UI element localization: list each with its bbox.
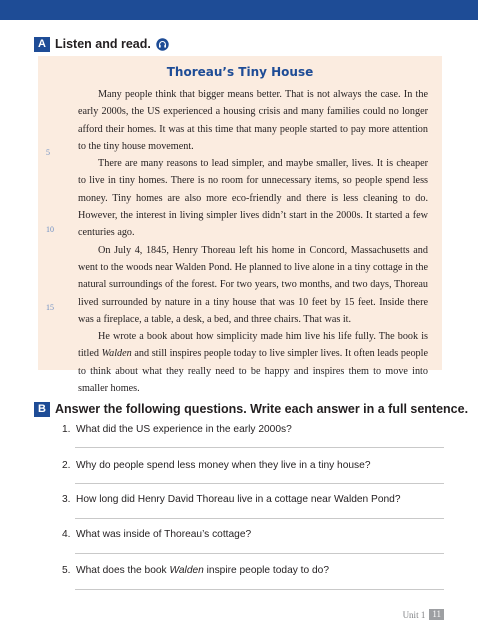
question-number: 2. [62, 460, 71, 471]
question-3 [62, 494, 401, 505]
paragraph-4-text-before: He wrote a book about how simplicity made him live his life fully. The book is titled [78, 331, 428, 360]
reading-passage-box [38, 56, 442, 395]
audio-icon[interactable] [156, 38, 169, 51]
question-text [76, 565, 329, 576]
section-a-instruction: Listen and read. [55, 37, 151, 51]
reading-passage [78, 86, 428, 397]
section-b-instruction: Answer the following questions. Write each answer in a full sentence. [55, 402, 469, 416]
answer-line-2[interactable] [75, 483, 444, 484]
question-number: 3. [62, 494, 71, 505]
paragraph-2: There are many reasons to lead simpler, and maybe smaller, lives. It is cheaper to live in tiny homes. There is no room for unnecessary items, so people spend less money. Tiny homes are also more eco-friendly and there is less cleaning to do. However, the interest in living simpler lives didn’t start in the 2000s. It started a few centuries ago. [78, 158, 428, 239]
answer-line-3[interactable] [75, 518, 444, 519]
book-title-walden: Walden [169, 565, 204, 576]
paragraph-4-text-after: and still inspires people today to live simpler lives. It often leads people to think about what they really need to be happy and inspires them to move into smaller homes. [78, 348, 429, 395]
question-5-text-after: inspire people today to do? [203, 565, 329, 576]
page-number: 11 [429, 609, 444, 620]
section-a-header [34, 36, 169, 52]
section-b-badge: B [34, 402, 50, 417]
line-number: 15 [46, 303, 54, 312]
book-title-walden: Walden [101, 348, 132, 360]
unit-label: Unit 1 [402, 609, 426, 620]
question-text: What was inside of Thoreau’s cottage? [76, 529, 252, 540]
question-text: How long did Henry David Thoreau live in a cottage near Walden Pond? [76, 494, 401, 505]
page-footer [403, 609, 444, 620]
answer-line-1[interactable] [75, 447, 444, 448]
section-a-badge: A [34, 37, 50, 52]
question-text: What did the US experience in the early 2000s? [76, 424, 292, 435]
question-1 [62, 424, 292, 435]
question-5 [62, 565, 329, 576]
question-2 [62, 460, 370, 471]
question-number: 1. [62, 424, 71, 435]
question-number: 5. [62, 565, 71, 576]
section-b-header [34, 401, 468, 417]
answer-line-5[interactable] [75, 589, 444, 590]
question-text: Why do people spend less money when they live in a tiny house? [76, 460, 371, 471]
question-4 [62, 529, 251, 540]
line-number: 10 [46, 225, 54, 234]
answer-line-4[interactable] [75, 553, 444, 554]
reading-title: Thoreau’s Tiny House [166, 65, 314, 79]
question-5-text-before: What does the book [76, 565, 170, 576]
top-header-bar [0, 0, 478, 20]
paragraph-4 [78, 328, 428, 397]
paragraph-3: On July 4, 1845, Henry Thoreau left his home in Concord, Massachusetts and went to the woods near Walden Pond. He planned to live alone in a tiny cottage in the natural surroundings of the forest. For two years, two months, and two days, Thoreau lived surrounded by nature in a tiny house that was 10 feet by 15 feet. Inside there was a fireplace, a table, a desk, a bed, and three chairs. That was it. [78, 244, 428, 325]
line-number: 5 [46, 148, 50, 157]
paragraph-1: Many people think that bigger means better. That is not always the case. In the early 2000s, the US experienced a housing crisis and many families could no longer afford their homes. It was at this time that many people started to pay more attention to the tiny house movement. [78, 89, 428, 152]
question-number: 4. [62, 529, 71, 540]
